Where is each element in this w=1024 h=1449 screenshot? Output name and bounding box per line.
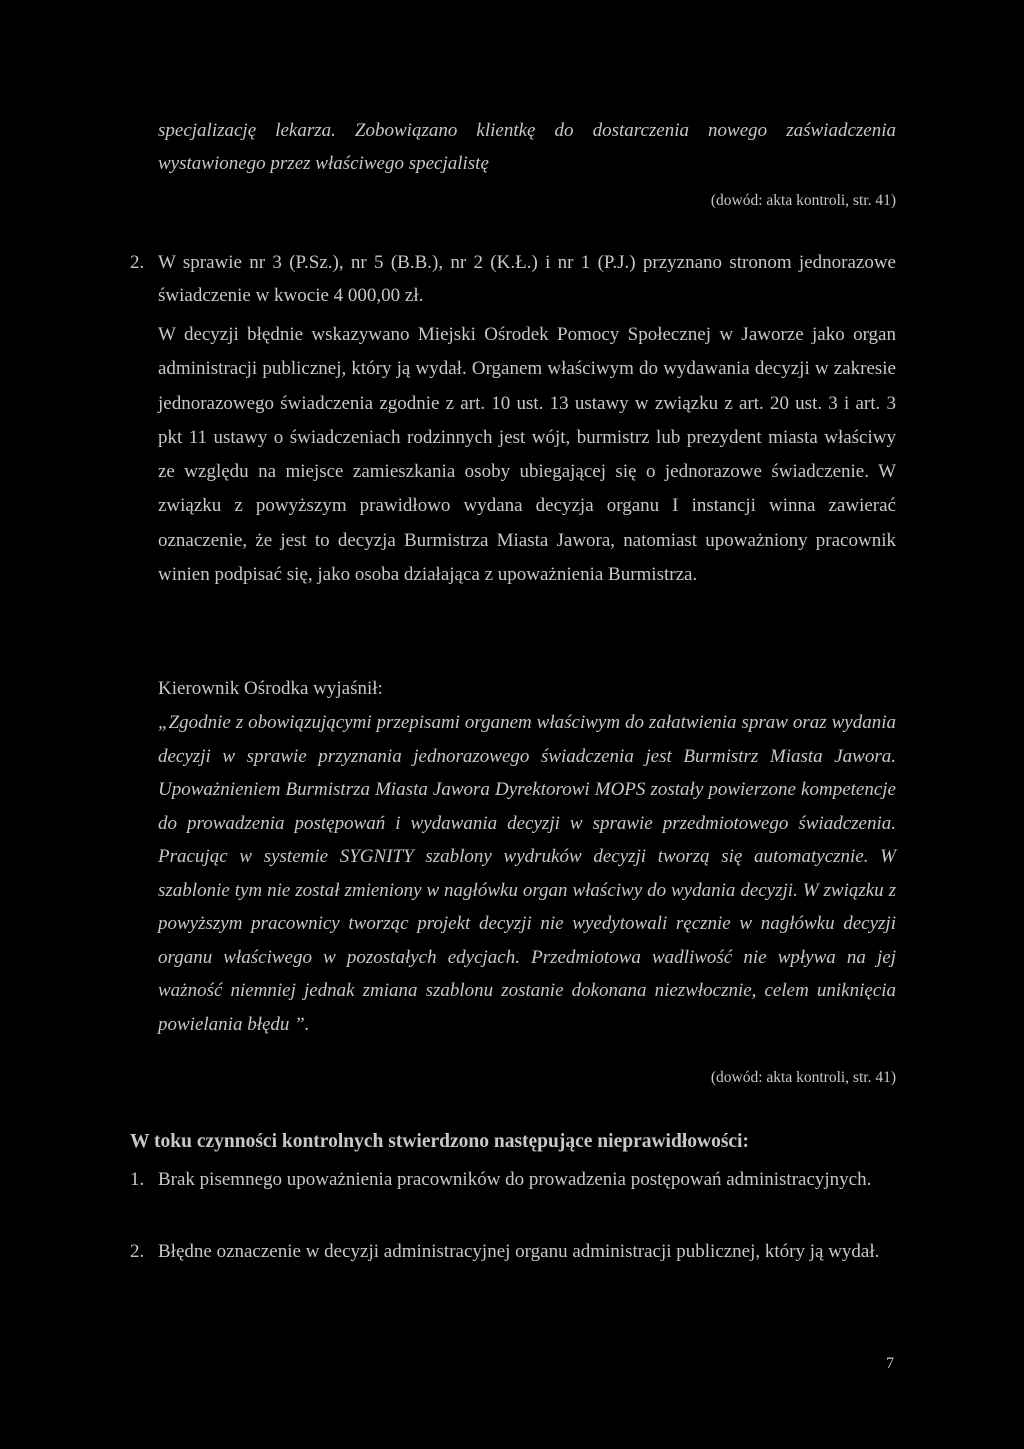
irregularity-item-number: 2.: [130, 1241, 145, 1262]
explanation-intro: Kierownik Ośrodka wyjaśnił:: [158, 678, 383, 699]
irregularities-heading: W toku czynności kontrolnych stwierdzono następujące nieprawidłowości:: [130, 1131, 749, 1152]
irregularity-item-number: 1.: [130, 1169, 145, 1190]
point-2-number: 2.: [130, 252, 145, 273]
evidence-citation: (dowód: akta kontroli, str. 41): [710, 192, 896, 209]
irregularity-item-text: Brak pisemnego upoważnienia pracowników do prowadzenia postępowań administracyjnych.: [158, 1169, 872, 1190]
finding-paragraph: W decyzji błędnie wskazywano Miejski Ośrodek Pomocy Społecznej w Jaworze jako organ administracji publicznej, który ją wydał. Organem właściwym do wydawania decyzji w zakresie jednorazowego świadczenia zgodnie z art. 10 ust. 13 ustawy w związku z art. 20 ust. 3 i art. 3 pkt 11 ustawy o świadczeniach rodzinnych jest wójt, burmistrz lub prezydent miasta właściwy ze względu na miejsce zamieszkania osoby ubiegającej się o jednorazowe świadczenie. W związku z powyższym prawidłowo wydana decyzja organu I instancji winna zawierać oznaczenie, że jest to decyzja Burmistrza Miasta Jawora, natomiast upoważniony pracownik winien podpisać się, jako osoba działająca z upoważnienia Burmistrza.: [158, 324, 896, 586]
irregularity-item-text: Błędne oznaczenie w decyzji administracyjnej organu administracji publicznej, który ją wydał.: [158, 1241, 880, 1262]
page-number: 7: [886, 1355, 894, 1372]
point-2: [130, 246, 896, 312]
evidence-citation-2: (dowód: akta kontroli, str. 41): [710, 1069, 896, 1086]
point-2-text: W sprawie nr 3 (P.Sz.), nr 5 (B.B.), nr 2 (K.Ł.) i nr 1 (P.J.) przyznano stronom jednorazowe świadczenie w kwocie 4 000,00 zł.: [158, 252, 896, 306]
explanation-quote: „Zgodnie z obowiązującymi przepisami organem właściwym do załatwienia spraw oraz wydania decyzji w sprawie przyznania jednorazowego świadczenia jest Burmistrz Miasta Jawora. Upoważnieniem Burmistrza Miasta Jawora Dyrektorowi MOPS zostały powierzone kompetencje do prowadzenia postępowań i wydawania decyzji w sprawie przedmiotowego świadczenia. Pracując w systemie SYGNITY szablony wydruków decyzji tworzą się automatycznie. W szablonie tym nie został zmieniony w nagłówku organ właściwy do wydania decyzji. W związku z powyższym pracownicy tworząc projekt decyzji nie wyedytowali ręcznie w nagłówku decyzji organu właściwego w pozostałych edycjach. Przedmiotowa wadliwość nie wpływa na jej ważność niemniej jednak zmiana szablonu zostanie dokonana niezwłocznie, celem uniknięcia powielania błędu ”.: [158, 712, 896, 1035]
intro-italic-paragraph: specjalizację lekarza. Zobowiązano klientkę do dostarczenia nowego zaświadczenia wystawionego przez właściwego specjalistę: [158, 120, 896, 174]
irregularity-item: [130, 1163, 896, 1196]
irregularity-item: [130, 1235, 896, 1268]
